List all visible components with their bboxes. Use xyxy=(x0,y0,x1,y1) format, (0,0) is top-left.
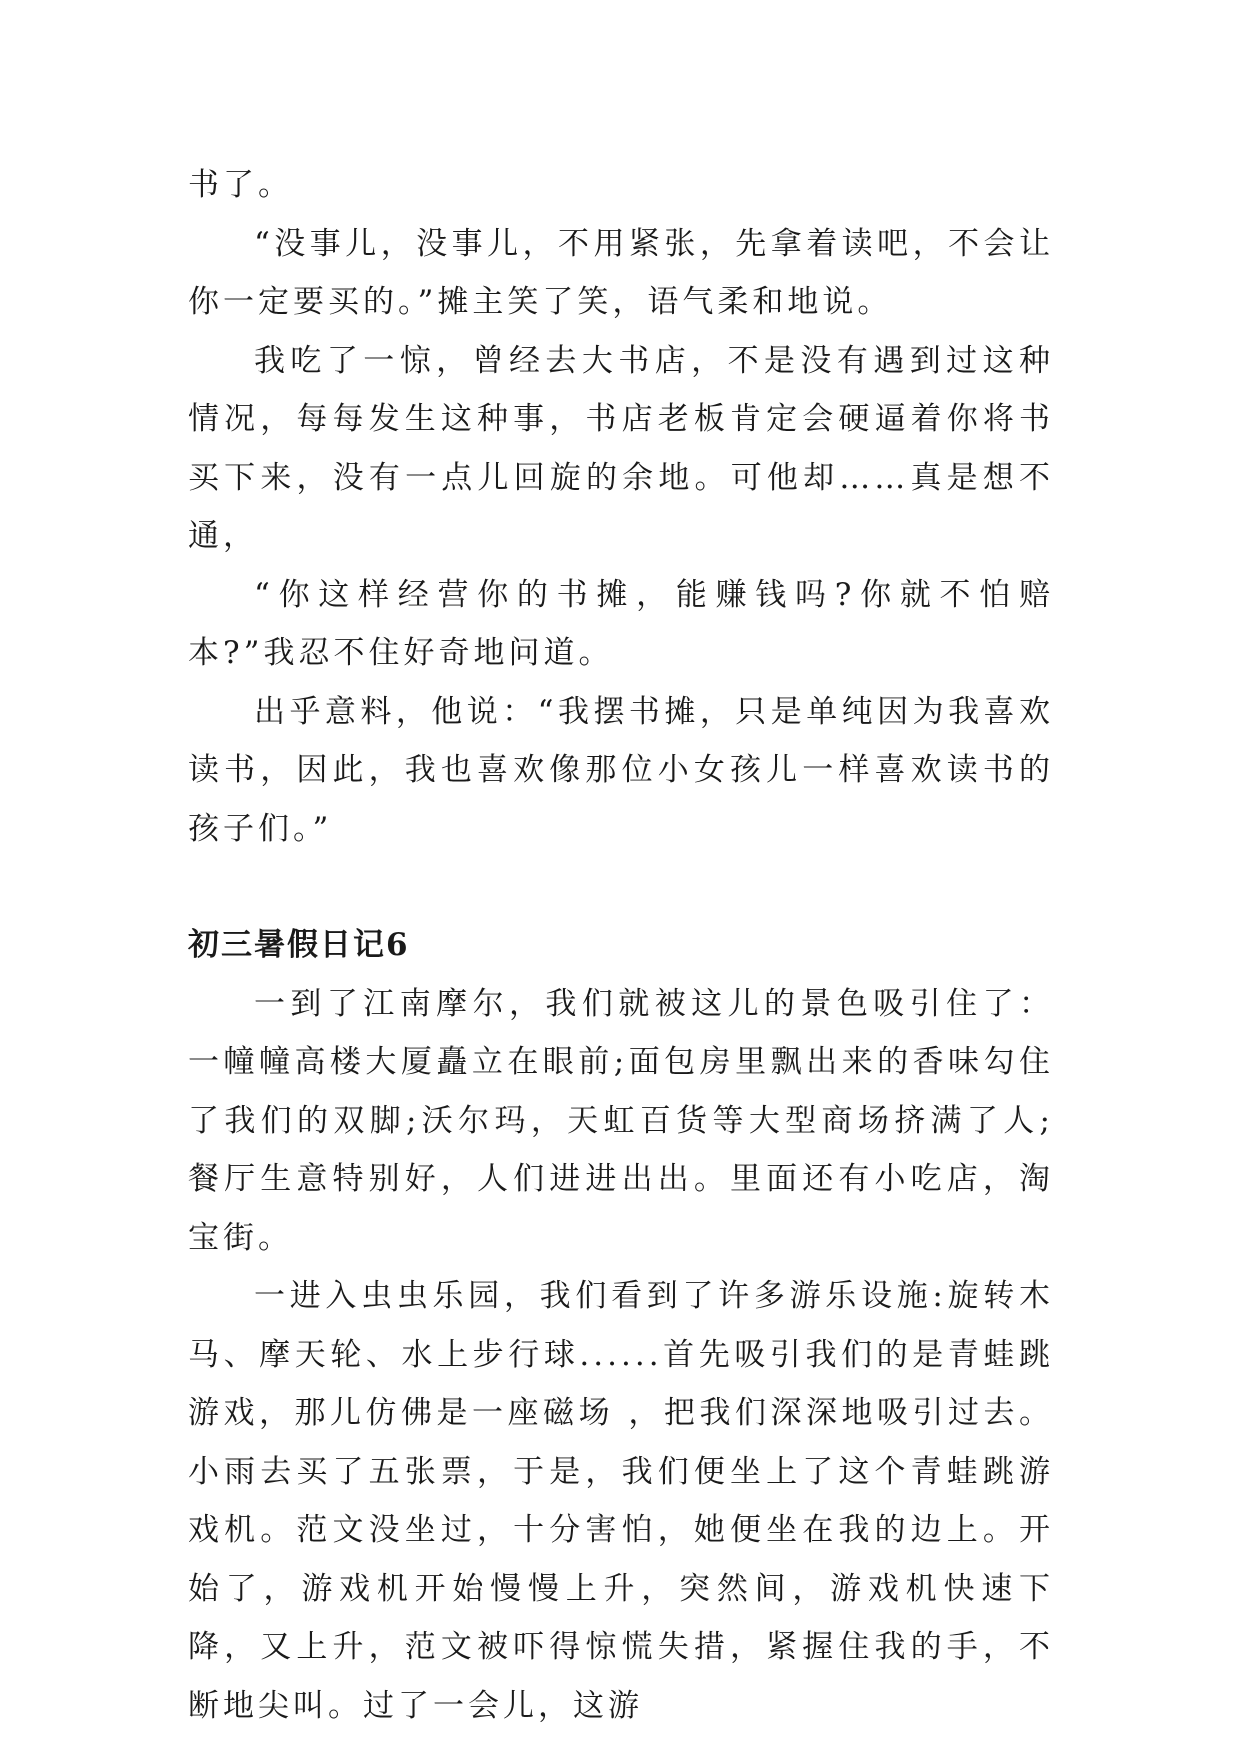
section-spacer xyxy=(188,858,1054,916)
paragraph: 我吃了一惊，曾经去大书店，不是没有遇到过这种情况，每每发生这种事，书店老板肯定会硬逼着你将书买下来，没有一点儿回旋的余地。可他却……真是想不通， xyxy=(188,342,1054,554)
document-page xyxy=(188,156,1054,1735)
paragraph: 书了。 xyxy=(188,167,293,203)
paragraph: 出乎意料，他说：“我摆书摊，只是单纯因为我喜欢读书，因此，我也喜欢像那位小女孩儿一样喜欢读书的孩子们。” xyxy=(188,693,1054,847)
paragraph: 一到了江南摩尔，我们就被这儿的景色吸引住了：一幢幢高楼大厦矗立在眼前;面包房里飘出来的香味勾住了我们的双脚;沃尔玛，天虹百货等大型商场挤满了人;餐厅生意特别好，人们进进出出。里面还有小吃店，淘宝街。 xyxy=(188,985,1054,1256)
paragraph: “你这样经营你的书摊，能赚钱吗?你就不怕赔本?”我忍不住好奇地问道。 xyxy=(188,576,1054,671)
paragraph: 一进入虫虫乐园，我们看到了许多游乐设施:旋转木马、摩天轮、水上步行球......首先吸引我们的是青蛙跳游戏，那儿仿佛是一座磁场 ，把我们深深地吸引过去。小雨去买了五张票，于是，我们便坐上了这个青蛙跳游戏机。范文没坐过，十分害怕，她便坐在我的边上。开始了，游戏机开始慢慢上升，突然间，游戏机快速下降，又上升，范文被吓得惊慌失措，紧握住我的手，不断地尖叫。过了一会儿，这游 xyxy=(188,1278,1054,1724)
section-title: 初三暑假日记6 xyxy=(188,927,410,963)
paragraph: “没事儿，没事儿，不用紧张，先拿着读吧，不会让你一定要买的。”摊主笑了笑，语气柔和地说。 xyxy=(188,225,1054,320)
